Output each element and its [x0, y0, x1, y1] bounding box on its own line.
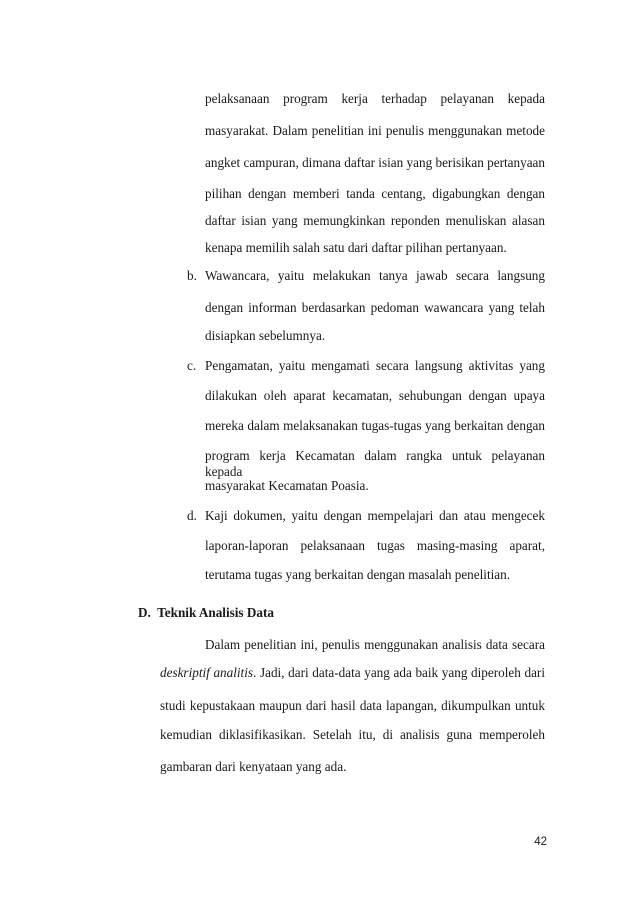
list-marker-b: b.	[187, 268, 197, 283]
item-d-line-2: laporan-laporan pelaksanaan tugas masing-masing aparat,	[205, 538, 545, 553]
item-b-line-3: disiapkan sebelumnya.	[205, 328, 326, 343]
intro-line-3: angket campuran, dimana daftar isian yang berisikan pertanyaan	[205, 155, 545, 170]
intro-line-5: daftar isian yang memungkinkan reponden menuliskan alasan	[205, 213, 545, 228]
section-para-line-2-rest: . Jadi, dari data-data yang ada baik yang diperoleh dari	[253, 665, 545, 680]
section-para-line-1: Dalam penelitian ini, penulis menggunakan analisis data secara	[205, 637, 545, 652]
list-marker-c: c.	[187, 358, 197, 373]
section-para-line-4: kemudian diklasifikasikan. Setelah itu, di analisis guna memperoleh	[160, 727, 545, 742]
section-heading: D. Teknik Analisis Data	[138, 605, 274, 620]
list-marker-d: d.	[187, 508, 197, 523]
section-para-line-5: gambaran dari kenyataan yang ada.	[160, 759, 347, 774]
item-b-line-2: dengan informan berdasarkan pedoman wawancara yang telah	[205, 300, 545, 315]
item-d-line-1: Kaji dokumen, yaitu dengan mempelajari dan atau mengecek	[205, 508, 545, 523]
item-b-line-1: Wawancara, yaitu melakukan tanya jawab secara langsung	[205, 268, 545, 283]
item-c-line-1: Pengamatan, yaitu mengamati secara langsung aktivitas yang	[205, 358, 545, 373]
intro-line-1: pelaksanaan program kerja terhadap pelayanan kepada	[205, 91, 545, 106]
italic-term: deskriptif analitis	[160, 665, 254, 680]
intro-line-6: kenapa memilih salah satu dari daftar pilihan pertanyaan.	[205, 240, 507, 255]
item-d-line-3: terutama tugas yang berkaitan dengan masalah penelitian.	[205, 567, 511, 582]
item-c-line-5: masyarakat Kecamatan Poasia.	[205, 478, 369, 493]
item-c-line-4: program kerja Kecamatan dalam rangka untuk pelayanan kepada	[205, 448, 545, 479]
section-para-line-2	[160, 665, 545, 681]
page-number: 42	[534, 836, 547, 848]
item-c-line-2: dilakukan oleh aparat kecamatan, sehubungan dengan upaya	[205, 388, 545, 403]
section-para-line-3: studi kepustakaan maupun dari hasil data lapangan, dikumpulkan untuk	[160, 698, 545, 713]
item-c-line-3: mereka dalam melaksanakan tugas-tugas yang berkaitan dengan	[205, 418, 545, 433]
intro-line-4: pilihan dengan memberi tanda centang, digabungkan dengan	[205, 186, 545, 201]
intro-line-2: masyarakat. Dalam penelitian ini penulis menggunakan metode	[205, 123, 545, 138]
